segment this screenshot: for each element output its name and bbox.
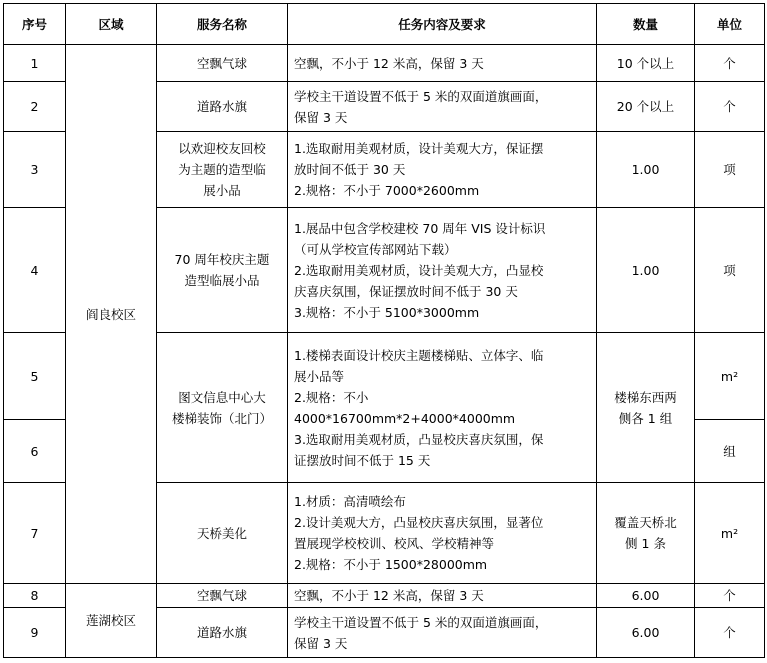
unit: 个 (695, 82, 765, 132)
task-content: 空飘，不小于 12 米高，保留 3 天 (288, 45, 597, 82)
row-no: 3 (4, 132, 66, 208)
header-content: 任务内容及要求 (288, 4, 597, 45)
unit: 个 (695, 608, 765, 658)
unit: 项 (695, 132, 765, 208)
service-name: 图文信息中心大 楼梯装饰（北门） (157, 333, 288, 483)
task-content: 1.楼梯表面设计校庆主题楼梯贴、立体字、临 展小品等 2.规格：不小 4000*16700mm*2+4000*4000mm 3.选取耐用美观材质，凸显校庆喜庆氛围，保 证摆放时间不低于 15 天 (288, 333, 597, 483)
region-cell: 阎良校区 (66, 45, 157, 584)
unit: 个 (695, 45, 765, 82)
unit: m² (695, 483, 765, 584)
table-row (4, 45, 765, 82)
quantity: 10 个以上 (597, 45, 695, 82)
header-row (4, 4, 765, 45)
task-content: 学校主干道设置不低于 5 米的双面道旗画面， 保留 3 天 (288, 82, 597, 132)
row-no: 5 (4, 333, 66, 420)
unit: 项 (695, 208, 765, 333)
unit: 个 (695, 584, 765, 608)
task-content: 空飘，不小于 12 米高，保留 3 天 (288, 584, 597, 608)
service-name: 道路水旗 (157, 608, 288, 658)
row-no: 2 (4, 82, 66, 132)
task-content: 1.选取耐用美观材质，设计美观大方，保证摆 放时间不低于 30 天 2.规格：不小于 7000*2600mm (288, 132, 597, 208)
row-no: 9 (4, 608, 66, 658)
quantity: 覆盖天桥北 侧 1 条 (597, 483, 695, 584)
row-no: 1 (4, 45, 66, 82)
unit: m² (695, 333, 765, 420)
quantity: 1.00 (597, 208, 695, 333)
header-region: 区域 (66, 4, 157, 45)
region-cell: 莲湖校区 (66, 584, 157, 658)
unit: 组 (695, 420, 765, 483)
row-no: 7 (4, 483, 66, 584)
quantity: 6.00 (597, 584, 695, 608)
service-name: 天桥美化 (157, 483, 288, 584)
table-row (4, 584, 765, 608)
quantity: 楼梯东西两 侧各 1 组 (597, 333, 695, 483)
task-content: 1.材质：高清喷绘布 2.设计美观大方，凸显校庆喜庆氛围，显著位 置展现学校校训、校风、学校精神等 2.规格：不小于 1500*28000mm (288, 483, 597, 584)
header-no: 序号 (4, 4, 66, 45)
service-name: 70 周年校庆主题 造型临展小品 (157, 208, 288, 333)
quantity: 1.00 (597, 132, 695, 208)
header-service: 服务名称 (157, 4, 288, 45)
row-no: 6 (4, 420, 66, 483)
row-no: 8 (4, 584, 66, 608)
service-name: 空飘气球 (157, 45, 288, 82)
task-content: 1.展品中包含学校建校 70 周年 VIS 设计标识 （可从学校宣传部网站下载） 2.选取耐用美观材质，设计美观大方，凸显校 庆喜庆氛围，保证摆放时间不低于 30 天 3.规格：不小于 5100*3000mm (288, 208, 597, 333)
service-name: 空飘气球 (157, 584, 288, 608)
task-content: 学校主干道设置不低于 5 米的双面道旗画面， 保留 3 天 (288, 608, 597, 658)
header-qty: 数量 (597, 4, 695, 45)
service-name: 以欢迎校友回校 为主题的造型临 展小品 (157, 132, 288, 208)
task-table (3, 3, 765, 658)
service-name: 道路水旗 (157, 82, 288, 132)
header-unit: 单位 (695, 4, 765, 45)
quantity: 6.00 (597, 608, 695, 658)
quantity: 20 个以上 (597, 82, 695, 132)
row-no: 4 (4, 208, 66, 333)
